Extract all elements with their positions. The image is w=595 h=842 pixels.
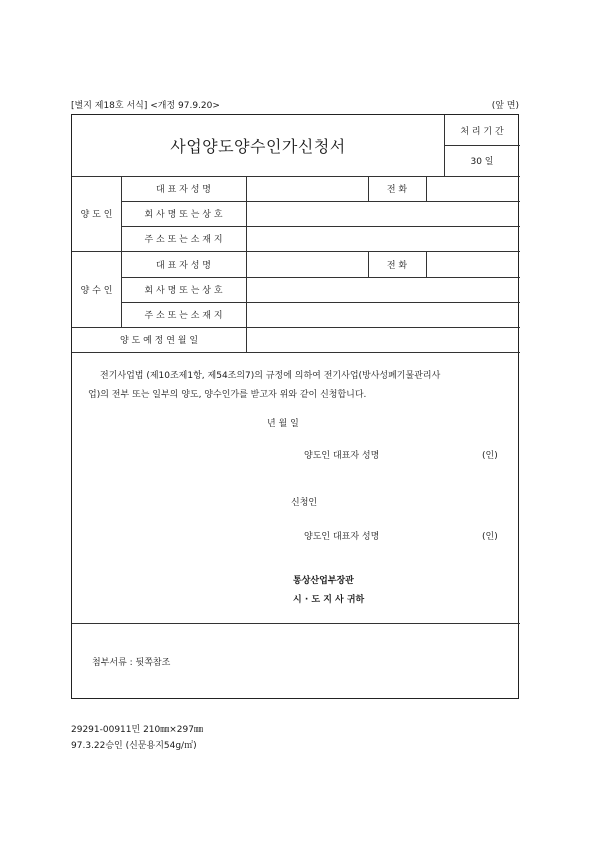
recipient-line-2: 시 · 도 지 사 귀하 — [293, 595, 365, 605]
processing-period-value: 30 일 — [470, 157, 494, 167]
recipient-line-1: 통상산업부장관 — [293, 576, 354, 586]
transferee-address-field[interactable] — [246, 302, 520, 327]
transferee-rep-name-label: 대 표 자 성 명 — [156, 260, 211, 271]
transferee-company-field[interactable] — [246, 277, 520, 302]
transferor-rep-name-label: 대 표 자 성 명 — [156, 185, 211, 195]
footer-form-number: 29291-00911민 210㎜×297㎜ — [71, 725, 203, 735]
transferor-phone-label: 전 화 — [386, 185, 408, 195]
transferee-seal-mark: (인) — [482, 532, 498, 542]
planned-transfer-date-field[interactable] — [246, 327, 520, 352]
form-reference: [별지 제18호 서식] <개정 97.9.20> — [71, 101, 220, 111]
transferor-seal-mark: (인) — [482, 451, 498, 461]
transferor-sign-label: 양도인 대표자 성명 — [304, 451, 380, 461]
transferor-phone-field[interactable] — [426, 176, 520, 201]
processing-period-label: 처 리 기 간 — [460, 126, 504, 137]
transferor-label: 양 도 인 — [80, 210, 113, 220]
footer-approval: 97.3.22승인 (신문용지54g/㎡) — [71, 741, 197, 751]
transferee-company-label: 회 사 명 또 는 상 호 — [144, 286, 223, 296]
applicant-label: 신청인 — [291, 498, 318, 508]
application-form — [71, 114, 519, 699]
transferee-sign-label: 양도인 대표자 성명 — [304, 532, 380, 542]
form-title: 사업양도양수인가신청서 — [170, 137, 346, 156]
attachments-note: 첨부서류 : 뒷쪽참조 — [92, 658, 171, 668]
date-line: 년 월 일 — [267, 419, 299, 429]
transferee-address-label: 주 소 또 는 소 재 지 — [144, 311, 223, 321]
transferor-company-field[interactable] — [246, 201, 520, 226]
transferor-rep-name-field[interactable] — [246, 176, 368, 201]
transferee-phone-field[interactable] — [426, 251, 520, 277]
transferee-phone-label: 전 화 — [386, 260, 408, 271]
transferor-address-label: 주 소 또 는 소 재 지 — [144, 235, 223, 245]
statement-line-2: 업)의 전부 또는 일부의 양도, 양수인가를 받고자 위와 같이 신청합니다. — [88, 390, 367, 400]
transferee-rep-name-field[interactable] — [246, 251, 368, 277]
transferor-address-field[interactable] — [246, 226, 520, 251]
page-side-label: (앞 면) — [491, 101, 519, 111]
transferee-label: 양 수 인 — [80, 285, 113, 296]
statement-line-1: 전기사업법 (제10조제1항, 제54조의7)의 규정에 의하여 전기사업(방사성폐기물관리사 — [100, 371, 441, 381]
planned-transfer-date-label: 양 도 예 정 연 월 일 — [119, 336, 199, 346]
transferor-company-label: 회 사 명 또 는 상 호 — [144, 210, 223, 220]
